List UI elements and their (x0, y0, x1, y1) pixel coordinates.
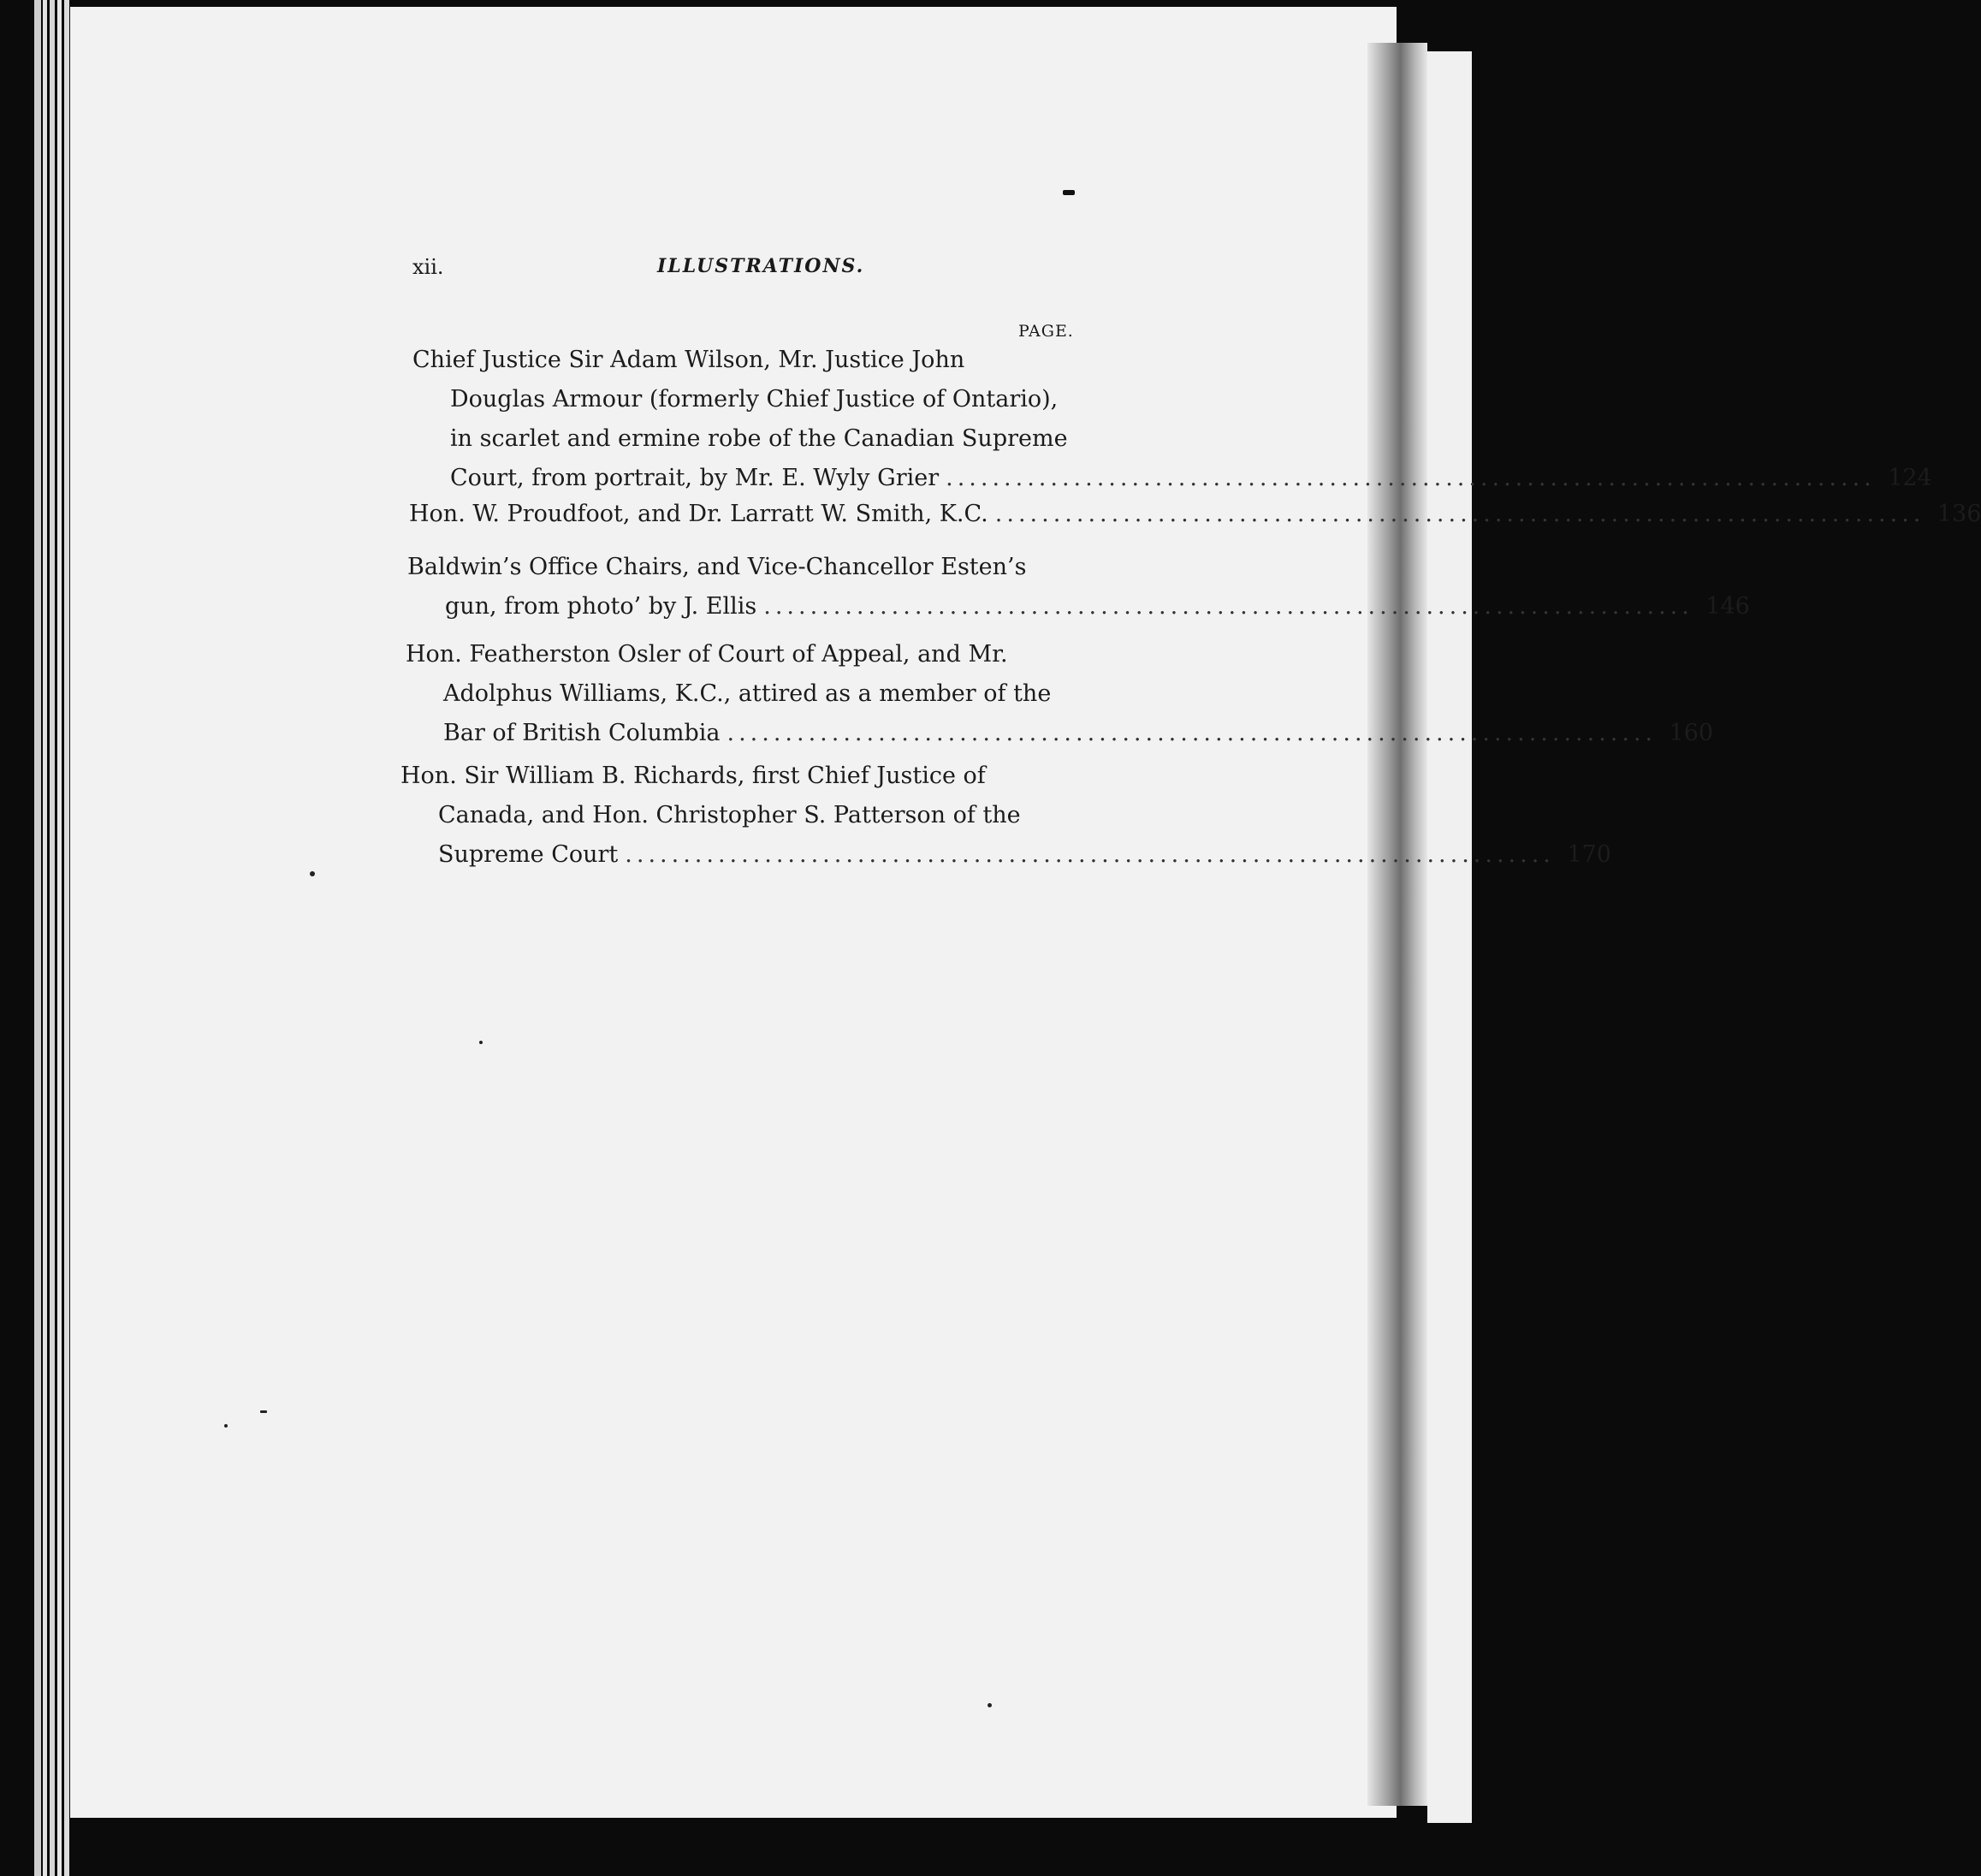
entry-line (400, 757, 1065, 796)
entry-text: Hon. Sir William B. Richards, first Chief Justice of (400, 763, 986, 789)
entry-line (412, 419, 1080, 459)
entry-line (400, 835, 1611, 875)
entry-text: Hon. W. Proudfoot, and Dr. Larratt W. Smith, K.C. (409, 501, 988, 527)
entry-text: Adolphus Williams, K.C., attired as a member of the (443, 680, 1052, 707)
scan-speck (479, 1041, 483, 1044)
illustration-entry (412, 341, 1932, 498)
entry-line (412, 341, 1080, 380)
entry-text: Supreme Court (438, 841, 619, 868)
dot-leader: ................................................................................ (727, 720, 1658, 746)
entry-line (400, 796, 1065, 835)
dot-leader: ................................................................................ (763, 593, 1693, 620)
dot-leader: ................................................................................ (946, 465, 1876, 491)
page-number: xii. (412, 255, 444, 279)
running-title: ILLUSTRATIONS. (657, 255, 865, 277)
page-edge (34, 0, 41, 1876)
page-gutter-shadow (1367, 43, 1427, 1806)
illustration-entry (400, 757, 1611, 875)
illustration-entry (407, 548, 1750, 626)
entry-page-number: 136 (1937, 501, 1981, 527)
entry-line (406, 674, 1071, 714)
dot-leader: ................................................................................ (994, 501, 1925, 527)
page-edge (43, 0, 47, 1876)
entry-text: Bar of British Columbia (443, 720, 721, 746)
page-edge (57, 0, 62, 1876)
facing-page-edge (1427, 51, 1472, 1823)
entry-text: Court, from portrait, by Mr. E. Wyly Grier (450, 465, 940, 491)
entry-text: Baldwin’s Office Chairs, and Vice-Chancellor Esten’s (407, 554, 1027, 580)
illustration-entry (406, 635, 1714, 753)
entry-line (412, 459, 1932, 498)
entry-page-number: 146 (1705, 593, 1750, 620)
scan-speck (224, 1424, 228, 1428)
entry-text: in scarlet and ermine robe of the Canadian Supreme (450, 425, 1068, 452)
entry-page-number: 160 (1669, 720, 1714, 746)
dot-leader: ................................................................................ (625, 841, 1555, 868)
entry-line (407, 587, 1750, 626)
scan-speck (260, 1410, 267, 1413)
scan-speck (310, 871, 315, 876)
page-edge (50, 0, 55, 1876)
entry-text: gun, from photo’ by J. Ellis (445, 593, 757, 620)
entry-line (412, 380, 1080, 419)
entry-text: Douglas Armour (formerly Chief Justice of Ontario), (450, 386, 1059, 413)
entry-line (407, 548, 1077, 587)
entry-line (409, 495, 1981, 534)
page-column-label: PAGE. (1018, 322, 1074, 341)
illustration-entry (409, 495, 1981, 534)
entry-line (406, 635, 1071, 674)
page-edge (64, 0, 69, 1876)
entry-page-number: 170 (1567, 841, 1611, 868)
entry-line (406, 714, 1714, 753)
entry-page-number: 124 (1888, 465, 1932, 491)
scan-speck (988, 1703, 992, 1707)
entry-text: Canada, and Hon. Christopher S. Patterson of the (438, 802, 1021, 828)
entry-text: Chief Justice Sir Adam Wilson, Mr. Justice John (412, 347, 965, 373)
running-head (412, 255, 1080, 289)
entry-text: Hon. Featherston Osler of Court of Appeal, and Mr. (406, 641, 1008, 668)
scan-mark (1063, 190, 1075, 195)
